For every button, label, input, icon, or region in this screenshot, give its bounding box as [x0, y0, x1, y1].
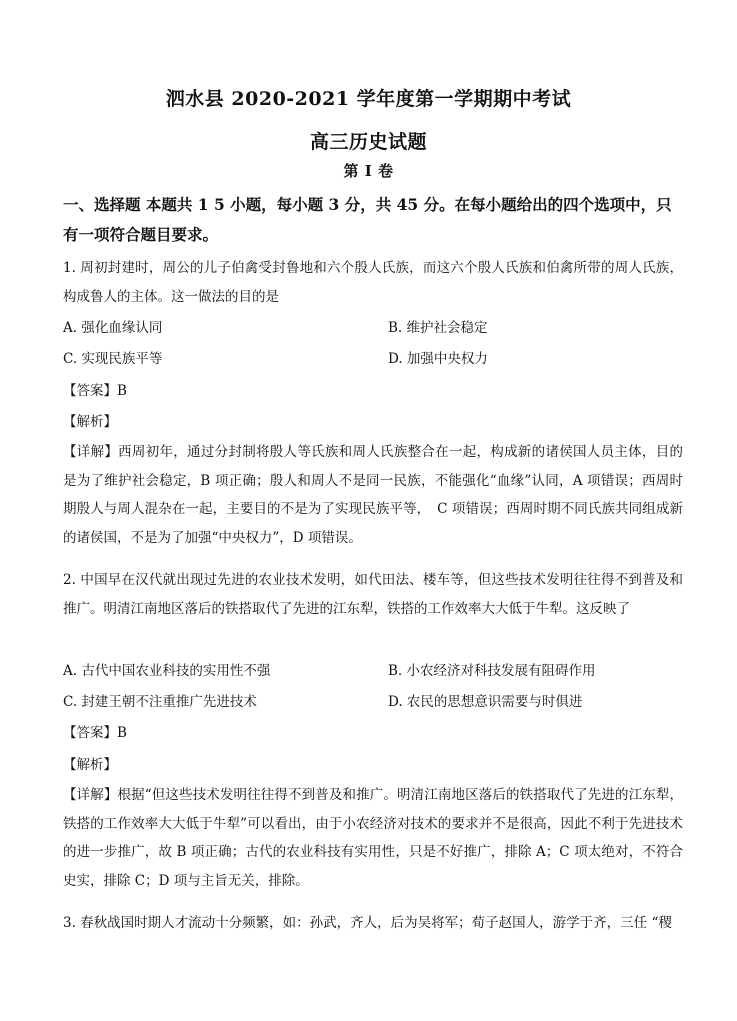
question-1-stem: 1. 周初封建时，周公的儿子伯禽受封鲁地和六个殷人氏族，而这六个殷人氏族和伯禽所带的周人氏族，构成鲁人的主体。这一做法的目的是 — [63, 260, 683, 305]
question-1-analysis-label: 【解析】 — [63, 414, 117, 430]
question-1-detail: 【详解】西周初年，通过分封制将殷人等氏族和周人氏族整合在一起，构成新的诸侯国人员主体，目的是为了维护社会稳定，B 项正确；殷人和周人不是同一民族，不能强化“血缘”认同，A 项错误；西周时期殷人与周人混杂在一起，主要目的不是为了实现民族平等， C 项错误；西周时期不同氏族共同组成新的诸侯国，不是为了加强“中央权力”，D 项错误。 — [63, 444, 683, 546]
exam-subtitle: 高三历史试题 — [309, 131, 427, 153]
question-1-answer: 【答案】B — [63, 383, 127, 399]
question-1-option-c: C. 实现民族平等 — [63, 351, 163, 367]
question-2-analysis-label: 【解析】 — [63, 757, 117, 773]
exam-title: 泗水县 2020-2021 学年度第一学期期中考试 — [165, 88, 572, 110]
question-2-answer: 【答案】B — [63, 725, 127, 741]
volume-label: 第 I 卷 — [343, 162, 394, 180]
question-1-option-a: A. 强化血缘认同 — [63, 320, 163, 336]
question-1-option-d: D. 加强中央权力 — [388, 351, 488, 367]
section-heading: 一、选择题 本题共 1 5 小题，每小题 3 分，共 45 分。在每小题给出的四个选项中，只有一项符合题目要求。 — [63, 195, 672, 244]
question-2-detail: 【详解】根据“但这些技术发明往往得不到普及和推广。明清江南地区落后的铁搭取代了先进的江东犁，铁搭的工作效率大大低于牛犁”可以看出，由于小农经济对技术的要求并不是很高，因此不利于先进技术的进一步推广，故 B 项正确；古代的农业科技有实用性，只是不好推广，排除 A；C 项太绝对，不符合史实，排除 C；D 项与主旨无关，排除。 — [63, 787, 683, 889]
question-2-option-d: D. 农民的思想意识需要与时俱进 — [388, 694, 583, 710]
question-2-option-b: B. 小农经济对科技发展有阻碍作用 — [388, 663, 596, 679]
question-1-option-b: B. 维护社会稳定 — [388, 320, 488, 336]
question-2-stem: 2. 中国早在汉代就出现过先进的农业技术发明，如代田法、楼车等，但这些技术发明往往得不到普及和推广。明清江南地区落后的铁搭取代了先进的江东犁，铁搭的工作效率大大低于牛犁。这反映了 — [63, 572, 683, 617]
question-3-stem: 3. 春秋战国时期人才流动十分频繁，如：孙武，齐人，后为吴将军；荀子赵国人，游学于齐，三任 “稷 — [63, 915, 672, 931]
question-2-option-a: A. 古代中国农业科技的实用性不强 — [63, 663, 271, 679]
question-2-option-c: C. 封建王朝不注重推广先进技术 — [63, 694, 257, 710]
